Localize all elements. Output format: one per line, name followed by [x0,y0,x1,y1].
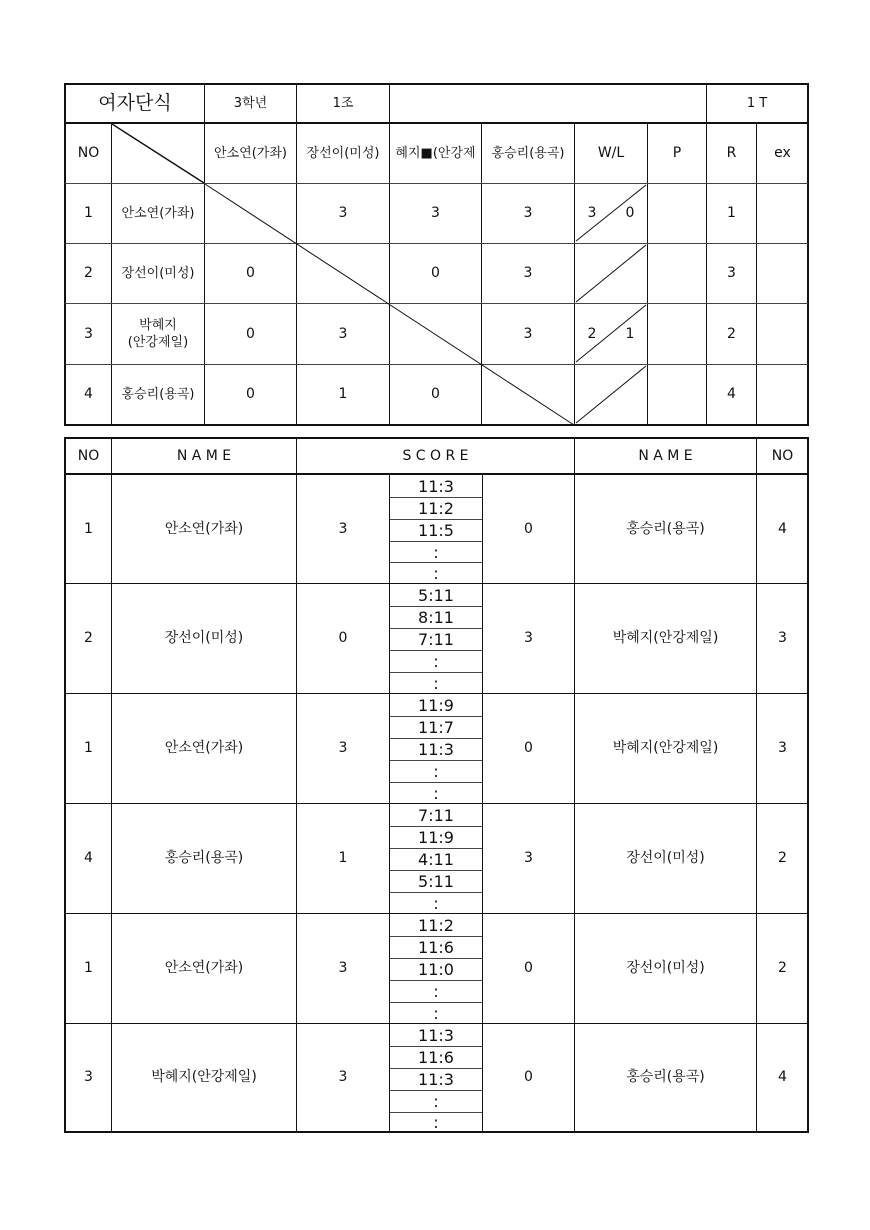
table-number: 1 T [746,96,768,111]
set-score: 11:3 [418,1026,454,1045]
set-score: : [433,1113,439,1131]
league-losses: 1 [625,325,635,342]
set-score: 5:11 [418,586,454,605]
match-player2-no: 4 [778,520,787,537]
set-score: 11:3 [418,740,454,759]
league-score-cell: 3 [523,265,533,281]
match-player2-no: 2 [778,960,787,976]
league-ex-header: ex [774,145,791,161]
league-no-header: NO [77,145,100,161]
set-score: 7:11 [418,630,454,649]
set-score: : [433,762,439,781]
league-losses: 0 [625,205,635,221]
league-wins [580,244,604,303]
league-score-cell: 3 [523,325,533,342]
set-score: 5:11 [418,872,454,891]
league-row-name: 홍승리(용곡) [121,387,195,402]
match-player2-score: 3 [524,630,533,646]
match-player2-name: 홍승리(용곡) [626,520,705,537]
match-player2-name: 박혜지(안강제일) [612,740,719,756]
match-player2-no: 3 [778,630,787,646]
match-player1-no: 2 [84,630,93,646]
set-score: 11:5 [418,521,454,540]
league-player-header: 혜지■(안강제 [395,146,476,161]
match-player2-score: 3 [524,850,533,866]
league-rank: 4 [727,386,736,402]
match-player2-name: 장선이(미성) [626,960,705,976]
league-player-header: 장선이(미성) [306,146,380,161]
league-row-no: 1 [84,205,93,221]
league-points [648,365,706,424]
league-rank: 2 [727,325,736,342]
league-score-cell [482,365,574,424]
set-score: 11:6 [418,938,454,957]
league-wins: 3 [587,205,597,221]
match-no-header: NO [771,447,794,464]
league-rank: 1 [727,205,736,221]
match-no-header: NO [77,447,100,464]
set-score: : [433,673,439,693]
match-player2-no: 3 [778,740,787,756]
match-player1-score: 1 [338,850,348,866]
match-name-header: N A M E [638,447,693,464]
match-player2-score: 0 [524,520,533,537]
match-score-header: S C O R E [402,447,469,464]
set-score: 11:2 [418,916,454,935]
set-score: 7:11 [418,806,454,825]
league-score-cell: 3 [431,205,440,221]
league-row-no: 2 [84,265,93,281]
league-score-cell: 3 [338,325,348,342]
match-player1-name: 홍승리(용곡) [164,850,244,866]
set-score: : [433,1092,439,1111]
set-score: 11:3 [418,1070,454,1089]
match-player1-no: 3 [84,1069,93,1085]
set-score: : [433,893,439,913]
match-player2-score: 0 [524,960,533,976]
page-title: 여자단식 [98,92,172,114]
match-player1-name: 안소연(가좌) [164,960,244,976]
group-label: 1조 [332,96,354,111]
league-player-header: 안소연(가좌) [214,146,287,161]
match-player2-no: 4 [778,1069,787,1085]
league-player-header: 홍승리(용곡) [491,146,565,161]
league-row-no: 4 [84,386,93,402]
league-wins: 2 [587,325,597,342]
league-score-cell: 3 [523,205,533,221]
league-row-name: 안소연(가좌) [121,206,195,221]
set-score: 11:0 [418,960,454,979]
set-score: 11:2 [418,499,454,518]
league-score-cell [390,304,481,364]
match-player1-no: 1 [84,960,93,976]
match-player2-score: 0 [524,1069,533,1085]
league-row-name: 장선이(미성) [121,266,195,281]
set-score: 11:9 [418,828,454,847]
match-player2-score: 0 [524,740,533,756]
match-player1-score: 3 [338,520,348,537]
set-score: : [433,563,439,583]
match-player1-no: 1 [84,740,93,756]
match-player1-score: 0 [338,630,348,646]
set-score: : [433,982,439,1001]
match-player1-name: 안소연(가좌) [164,520,244,537]
match-player2-name: 홍승리(용곡) [626,1069,705,1085]
league-score-cell: 3 [338,205,348,221]
set-score: 11:3 [418,477,454,496]
league-losses [618,244,642,303]
league-score-cell [297,244,389,303]
league-ex [757,244,808,303]
set-score: 4:11 [418,850,454,869]
league-score-cell: 0 [246,386,255,402]
league-row-name: 박혜지 (안강제일) [127,318,189,350]
league-points [648,244,706,303]
match-player1-name: 안소연(가좌) [164,740,244,756]
set-score: 11:9 [418,696,454,715]
match-player2-name: 장선이(미성) [626,850,705,866]
set-score: 11:6 [418,1048,454,1067]
match-player1-name: 박혜지(안강제일) [151,1069,257,1085]
league-r-header: R [726,145,737,161]
league-row-no: 3 [84,325,93,342]
set-score: : [433,783,439,803]
league-ex [757,304,808,364]
match-player1-name: 장선이(미성) [164,630,244,646]
league-score-cell: 0 [431,386,440,402]
league-wins [580,365,604,424]
match-name-header: N A M E [176,447,232,464]
match-player1-score: 3 [338,960,348,976]
match-player1-no: 1 [84,520,93,537]
league-score-cell: 1 [338,386,348,402]
set-score: : [433,652,439,671]
set-score: 8:11 [418,608,454,627]
league-p-header: P [672,145,682,161]
set-score: 11:7 [418,718,454,737]
league-wl-header: W/L [597,145,625,161]
match-player2-no: 2 [778,850,787,866]
match-player2-name: 박혜지(안강제일) [612,630,719,646]
set-score: : [433,542,439,562]
league-ex [757,365,808,424]
league-losses [618,365,642,424]
league-score-cell: 0 [246,325,255,342]
league-ex [757,184,808,243]
league-score-cell: 0 [246,265,255,281]
match-player1-no: 4 [84,850,93,866]
league-rank: 3 [727,265,736,281]
match-player1-score: 3 [338,740,348,756]
league-score-cell: 0 [431,265,440,281]
set-score: : [433,1003,439,1023]
league-points [648,304,706,364]
match-player1-score: 3 [338,1069,348,1085]
league-score-cell [205,184,296,243]
grade-label: 3학년 [233,96,268,111]
league-points [648,184,706,243]
